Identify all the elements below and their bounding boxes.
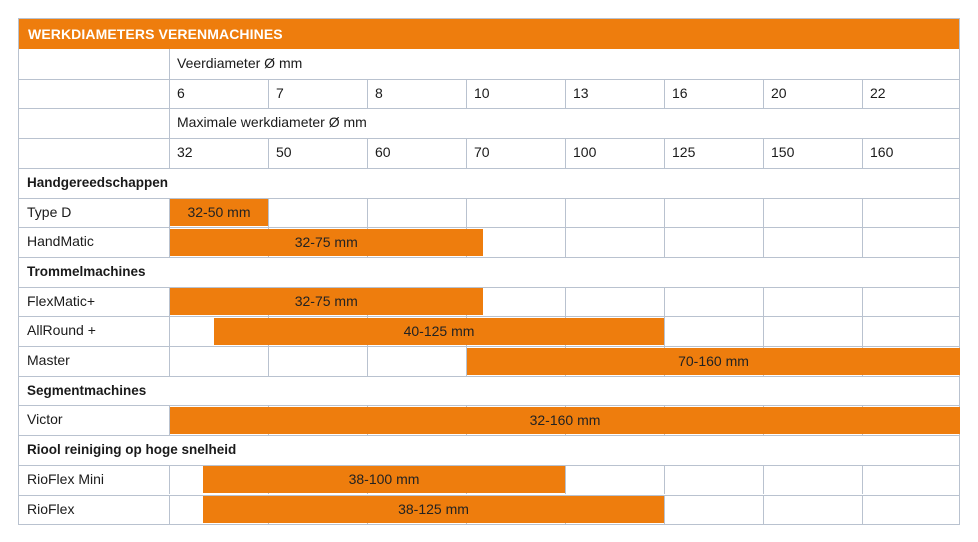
col-divider xyxy=(367,346,368,376)
machine-name: Master xyxy=(27,352,70,368)
header-value: 160 xyxy=(870,144,894,161)
col-divider xyxy=(466,198,467,228)
section-label: Segmentmachines xyxy=(27,382,147,398)
col-divider xyxy=(169,495,170,525)
header-value: 32 xyxy=(177,144,193,161)
werkdiameters-table xyxy=(18,18,960,525)
range-bar: 40-125 mm xyxy=(214,318,664,345)
col-divider xyxy=(862,465,863,495)
machine-name: Victor xyxy=(27,411,63,428)
col-divider xyxy=(664,495,665,525)
row-divider xyxy=(19,108,959,109)
section-label: Handgereedschappen xyxy=(27,174,169,190)
row-divider xyxy=(19,257,959,258)
col-divider xyxy=(862,227,863,257)
col-divider xyxy=(862,316,863,346)
range-bar: 32-160 mm xyxy=(170,407,960,434)
range-bar: 38-100 mm xyxy=(203,466,565,493)
col-divider xyxy=(268,79,269,109)
range-bar: 32-75 mm xyxy=(170,288,483,315)
row-divider xyxy=(19,287,959,288)
col-divider xyxy=(763,316,764,346)
header-label: Maximale werkdiameter Ø mm xyxy=(177,114,367,131)
col-divider xyxy=(763,198,764,228)
col-divider xyxy=(565,465,566,495)
col-divider xyxy=(763,227,764,257)
col-divider xyxy=(862,495,863,525)
machine-name: RioFlex xyxy=(27,500,75,517)
col-divider xyxy=(664,79,665,109)
col-divider xyxy=(367,138,368,168)
col-divider xyxy=(169,49,170,79)
header-value: 13 xyxy=(573,84,589,101)
col-divider xyxy=(763,287,764,317)
header-label: Veerdiameter Ø mm xyxy=(177,55,303,71)
header-value: 150 xyxy=(771,144,795,161)
range-bar: 70-160 mm xyxy=(467,348,960,375)
col-divider xyxy=(169,465,170,495)
col-divider xyxy=(664,287,665,317)
row-divider xyxy=(19,198,959,199)
col-divider xyxy=(367,79,368,109)
col-divider xyxy=(862,138,863,168)
header-value: 20 xyxy=(771,84,787,101)
machine-name: RioFlex Mini xyxy=(27,470,105,487)
header-value: 22 xyxy=(870,84,886,101)
col-divider xyxy=(664,227,665,257)
col-divider xyxy=(565,138,566,168)
col-divider xyxy=(169,79,170,109)
col-divider xyxy=(565,79,566,109)
header-value: 8 xyxy=(375,84,383,101)
col-divider xyxy=(763,79,764,109)
col-divider xyxy=(664,316,665,346)
col-divider xyxy=(664,465,665,495)
machine-name: HandMatic xyxy=(27,233,94,250)
col-divider xyxy=(664,198,665,228)
header-value: 125 xyxy=(672,144,696,161)
range-bar: 32-75 mm xyxy=(170,229,483,256)
machine-name: FlexMatic+ xyxy=(27,292,96,309)
col-divider xyxy=(169,346,170,376)
header-value: 6 xyxy=(177,84,185,101)
col-divider xyxy=(466,79,467,109)
header-value: 7 xyxy=(276,84,284,101)
col-divider xyxy=(862,79,863,109)
machine-name: AllRound + xyxy=(27,322,96,339)
range-bar: 38-125 mm xyxy=(203,496,664,523)
col-divider xyxy=(169,138,170,168)
col-divider xyxy=(763,495,764,525)
row-divider xyxy=(19,376,959,377)
col-divider xyxy=(862,198,863,228)
section-label: Trommelmachines xyxy=(27,263,146,279)
range-bar: 32-50 mm xyxy=(170,199,268,226)
header-value: 10 xyxy=(474,84,490,101)
col-divider xyxy=(763,465,764,495)
col-divider xyxy=(268,346,269,376)
machine-name: Type D xyxy=(27,203,72,220)
col-divider xyxy=(862,287,863,317)
col-divider xyxy=(169,316,170,346)
table-title: WERKDIAMETERS VERENMACHINES xyxy=(19,19,959,49)
header-value: 16 xyxy=(672,84,688,101)
col-divider xyxy=(268,198,269,228)
header-value: 70 xyxy=(474,144,490,161)
col-divider xyxy=(565,227,566,257)
col-divider xyxy=(565,287,566,317)
col-divider xyxy=(367,198,368,228)
col-divider xyxy=(565,198,566,228)
section-label: Riool reiniging op hoge snelheid xyxy=(27,442,237,458)
header-value: 50 xyxy=(276,144,292,161)
col-divider xyxy=(763,138,764,168)
col-divider xyxy=(466,138,467,168)
header-value: 100 xyxy=(573,144,597,161)
col-divider xyxy=(268,138,269,168)
col-divider xyxy=(664,138,665,168)
row-divider xyxy=(19,227,959,228)
header-value: 60 xyxy=(375,144,391,161)
col-divider xyxy=(169,108,170,138)
